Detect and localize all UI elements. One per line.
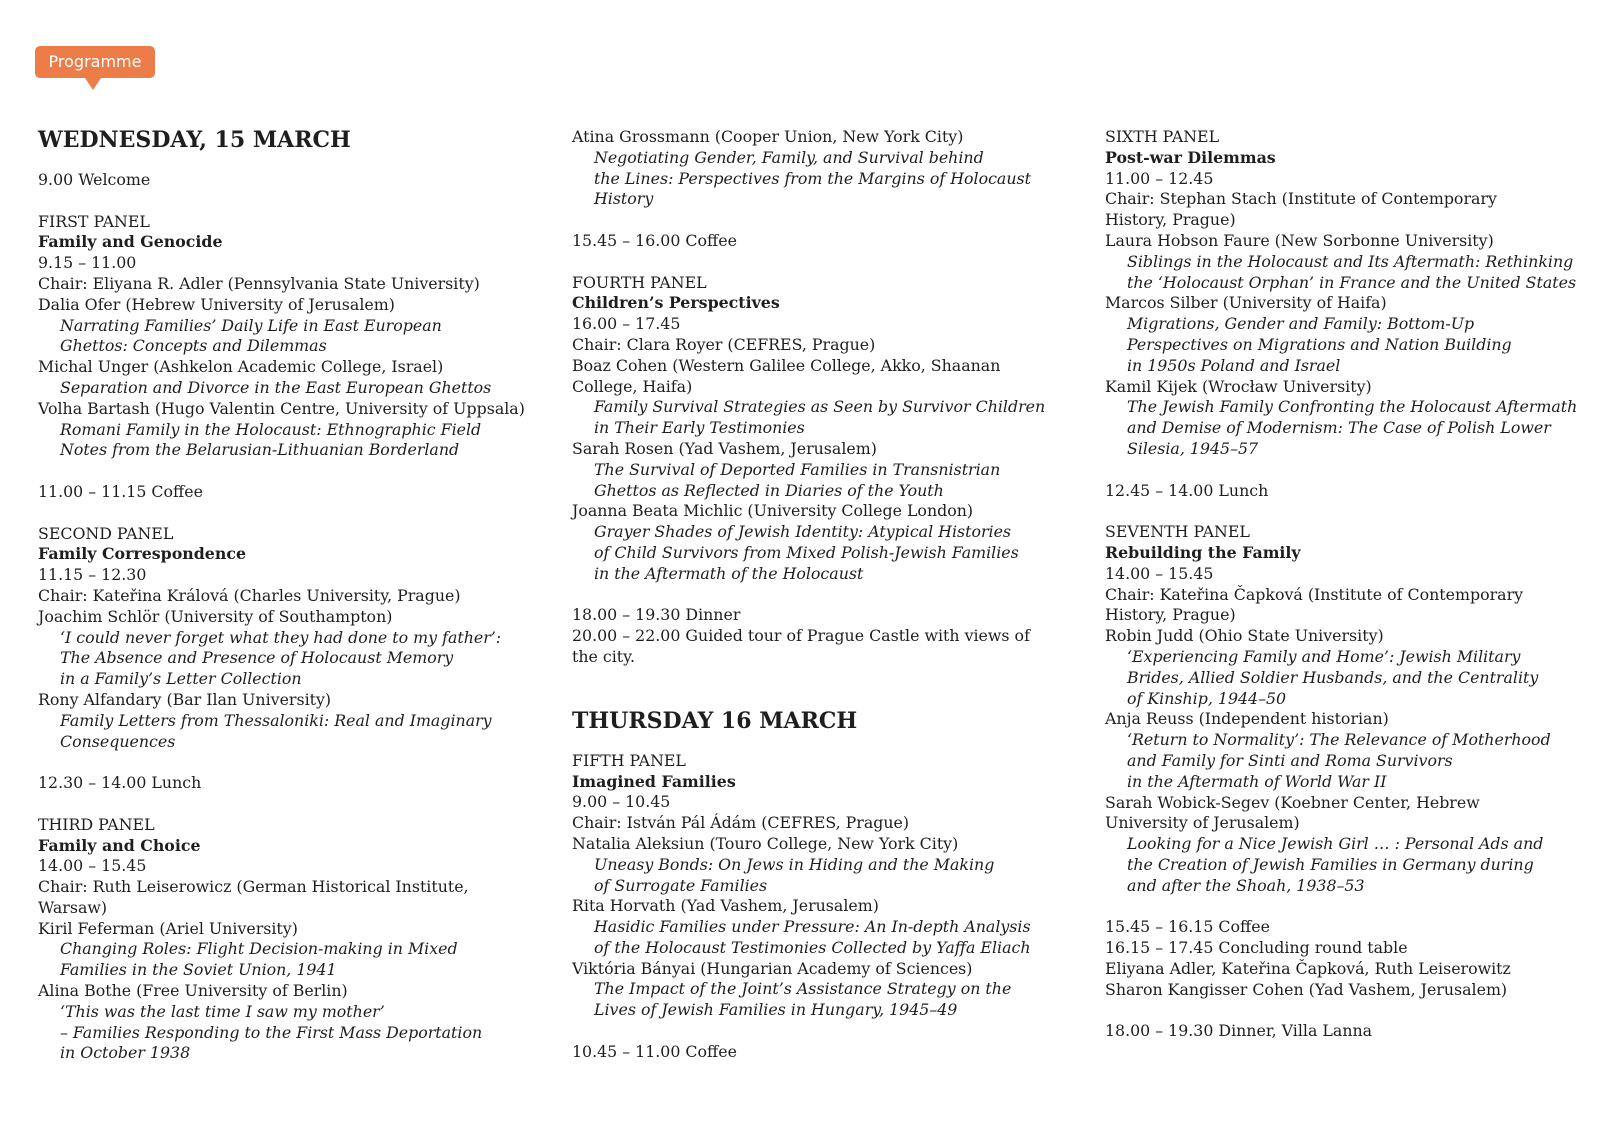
schedule-block (1105, 1021, 1575, 1042)
talk-title: ‘I could never forget what they had done to my father’: (60, 627, 502, 647)
speaker-line: Chair: Kateřina Čapková (Institute of Contemporary (1105, 584, 1524, 604)
speaker-line: Eliyana Adler, Kateřina Čapková, Ruth Leiserowitz (1105, 958, 1511, 978)
time-slot: 11.15 – 12.30 (38, 565, 147, 585)
talk-title: in the Aftermath of World War II (1127, 771, 1387, 791)
talk-title: Narrating Families’ Daily Life in East European (60, 315, 442, 335)
speaker-line: University of Jerusalem) (1105, 813, 1300, 833)
talk-title: – Families Responding to the First Mass Deportation (60, 1022, 483, 1042)
speaker-line: Rony Alfandary (Bar Ilan University) (38, 689, 332, 709)
panel-title: Children’s Perspectives (572, 293, 780, 313)
talk-title: Grayer Shades of Jewish Identity: Atypical Histories (594, 522, 1012, 542)
talk-title: History (594, 189, 654, 209)
panel-title: Imagined Families (572, 771, 736, 791)
panel-title: Post-war Dilemmas (1105, 147, 1276, 167)
talk-title: Negotiating Gender, Family, and Survival behind (594, 147, 984, 167)
speaker-line: Joachim Schlör (University of Southampton) (38, 606, 393, 626)
speaker-line: Kiril Feferman (Ariel University) (38, 918, 298, 938)
day-heading: THURSDAY 16 MARCH (572, 707, 858, 734)
talk-title: the Creation of Jewish Families in Germany during (1127, 854, 1534, 874)
talk-title: Romani Family in the Holocaust: Ethnographic Field (60, 419, 482, 439)
talk-title: Siblings in the Holocaust and Its Aftermath: Rethinking (1127, 251, 1574, 271)
schedule-block (572, 1042, 1042, 1063)
schedule-block (1105, 127, 1578, 460)
panel-title: Family and Choice (38, 835, 201, 855)
talk-title: Migrations, Gender and Family: Bottom-Up (1127, 314, 1475, 334)
speaker-line: Chair: István Pál Ádám (CEFRES, Prague) (572, 813, 910, 833)
column-wednesday (38, 127, 525, 1085)
speaker-line: Laura Hobson Faure (New Sorbonne University) (1105, 230, 1494, 250)
time-slot: 14.00 – 15.45 (1105, 563, 1214, 583)
speaker-line: Joanna Beata Michlic (University College London) (572, 501, 974, 521)
panel-label: FIFTH PANEL (572, 750, 686, 770)
talk-title: and after the Shoah, 1938–53 (1127, 875, 1365, 895)
speaker-line: Chair: Clara Royer (CEFRES, Prague) (572, 334, 876, 354)
panel-label: SECOND PANEL (38, 523, 174, 543)
time-slot: 20.00 – 22.00 Guided tour of Prague Castle with views of (572, 626, 1030, 646)
talk-title: of Child Survivors from Mixed Polish-Jewish Families (594, 542, 1019, 562)
schedule-block (38, 482, 508, 503)
schedule-block (38, 815, 508, 1065)
talk-title: The Jewish Family Confronting the Holocaust Aftermath (1127, 397, 1578, 417)
speaker-line: Chair: Kateřina Králová (Charles University, Prague) (38, 585, 461, 605)
time-slot: 16.00 – 17.45 (572, 314, 681, 334)
talk-title: in the Aftermath of the Holocaust (594, 563, 864, 583)
schedule-list (1105, 127, 1578, 1042)
schedule-block (38, 773, 508, 794)
time-slot: 12.45 – 14.00 Lunch (1105, 480, 1269, 500)
schedule-block (1105, 522, 1575, 896)
talk-title: Ghettos: Concepts and Dilemmas (60, 336, 327, 356)
talk-title: Ghettos as Reflected in Diaries of the Youth (594, 480, 944, 500)
panel-title: Rebuilding the Family (1105, 542, 1301, 562)
talk-title: and Demise of Modernism: The Case of Polish Lower (1127, 418, 1551, 438)
panel-title: Family Correspondence (38, 544, 246, 564)
schedule-block (38, 170, 508, 191)
speaker-line: Dalia Ofer (Hebrew University of Jerusalem) (38, 294, 395, 314)
speaker-line: Sarah Wobick-Segev (Koebner Center, Hebrew (1105, 792, 1480, 812)
panel-label: SEVENTH PANEL (1105, 522, 1250, 542)
speaker-line: Rita Horvath (Yad Vashem, Jerusalem) (572, 896, 879, 916)
panel-label: FIRST PANEL (38, 211, 150, 231)
speaker-line: Natalia Aleksiun (Touro College, New York City) (572, 833, 959, 853)
speaker-line: History, Prague) (1105, 605, 1236, 625)
talk-title: ‘Return to Normality’: The Relevance of Motherhood (1127, 730, 1551, 750)
talk-title: Families in the Soviet Union, 1941 (60, 960, 337, 980)
talk-title: The Absence and Presence of Holocaust Memory (60, 648, 454, 668)
time-slot: 9.15 – 11.00 (38, 253, 137, 273)
talk-title: Lives of Jewish Families in Hungary, 1945–49 (594, 1000, 958, 1020)
talk-title: of Kinship, 1944–50 (1127, 688, 1287, 708)
talk-title: Notes from the Belarusian-Lithuanian Borderland (60, 440, 460, 460)
time-slot: the city. (572, 646, 635, 666)
panel-title: Family and Genocide (38, 232, 223, 252)
talk-title: The Survival of Deported Families in Transnistrian (594, 459, 1001, 479)
talk-title: Brides, Allied Soldier Husbands, and the Centrality (1127, 667, 1539, 687)
speaker-line: College, Haifa) (572, 376, 693, 396)
talk-title: Perspectives on Migrations and Nation Building (1127, 334, 1512, 354)
panel-label: THIRD PANEL (38, 814, 155, 834)
speaker-line: Warsaw) (38, 897, 108, 917)
talk-title: Family Letters from Thessaloniki: Real and Imaginary (60, 710, 492, 730)
time-slot: 9.00 – 10.45 (572, 792, 671, 812)
talk-title: in Their Early Testimonies (594, 418, 805, 438)
panel-label: FOURTH PANEL (572, 272, 707, 292)
talk-title: Silesia, 1945–57 (1127, 438, 1259, 458)
talk-title: of the Holocaust Testimonies Collected by Yaffa Eliach (594, 937, 1031, 957)
speaker-line: Boaz Cohen (Western Galilee College, Akko, Shaanan (572, 355, 1001, 375)
speaker-line: Chair: Ruth Leiserowicz (German Historical Institute, (38, 877, 469, 897)
schedule-list (572, 751, 1042, 1063)
talk-title: the Lines: Perspectives from the Margins of Holocaust (594, 168, 1031, 188)
time-slot: 15.45 – 16.00 Coffee (572, 230, 737, 250)
speaker-line: Robin Judd (Ohio State University) (1105, 626, 1384, 646)
schedule-block (572, 127, 1042, 210)
schedule-list (38, 170, 525, 1064)
speaker-line: Sharon Kangisser Cohen (Yad Vashem, Jerusalem) (1105, 979, 1508, 999)
time-slot: 18.00 – 19.30 Dinner (572, 605, 741, 625)
speaker-line: Chair: Stephan Stach (Institute of Contemporary (1105, 189, 1497, 209)
schedule-block (1105, 481, 1575, 502)
talk-title: Family Survival Strategies as Seen by Survivor Children (594, 397, 1046, 417)
time-slot: 12.30 – 14.00 Lunch (38, 773, 202, 793)
talk-title: in a Family’s Letter Collection (60, 669, 302, 689)
schedule-list (572, 127, 1046, 668)
talk-title: the ‘Holocaust Orphan’ in France and the United States (1127, 272, 1577, 292)
talk-title: Hasidic Families under Pressure: An In-depth Analysis (594, 917, 1031, 937)
time-slot: 9.00 Welcome (38, 170, 151, 189)
talk-title: ‘This was the last time I saw my mother’ (60, 1001, 385, 1021)
speaker-line: Volha Bartash (Hugo Valentin Centre, University of Uppsala) (38, 398, 525, 418)
time-slot: 15.45 – 16.15 Coffee (1105, 917, 1270, 937)
speaker-line: Marcos Silber (University of Haifa) (1105, 293, 1387, 313)
speaker-line: Michal Unger (Ashkelon Academic College, Israel) (38, 357, 444, 377)
speaker-line: Viktória Bányai (Hungarian Academy of Sciences) (572, 958, 973, 978)
schedule-block (572, 751, 1042, 1021)
speaker-line: Chair: Eliyana R. Adler (Pennsylvania State University) (38, 273, 480, 293)
talk-title: in 1950s Poland and Israel (1127, 355, 1341, 375)
schedule-block (38, 524, 508, 753)
schedule-block (572, 231, 1042, 252)
talk-title: Uneasy Bonds: On Jews in Hiding and the Making (594, 854, 995, 874)
column-right (1105, 127, 1578, 1063)
programme-tag: Programme (35, 46, 155, 78)
speaker-line: Atina Grossmann (Cooper Union, New York City) (572, 127, 964, 146)
schedule-block (572, 605, 1042, 667)
time-slot: 11.00 – 12.45 (1105, 168, 1214, 188)
schedule-block (572, 272, 1046, 585)
column-middle (572, 127, 1046, 1083)
talk-title: and Family for Sinti and Roma Survivors (1127, 750, 1453, 770)
talk-title: of Surrogate Families (594, 875, 768, 895)
day-heading: WEDNESDAY, 15 MARCH (38, 127, 351, 153)
talk-title: The Impact of the Joint’s Assistance Strategy on the (594, 979, 1012, 999)
speaker-line: History, Prague) (1105, 210, 1236, 230)
speaker-line: Alina Bothe (Free University of Berlin) (38, 981, 348, 1001)
talk-title: in October 1938 (60, 1043, 191, 1063)
time-slot: 11.00 – 11.15 Coffee (38, 481, 203, 501)
talk-title: Looking for a Nice Jewish Girl … : Personal Ads and (1127, 834, 1544, 854)
time-slot: 16.15 – 17.45 Concluding round table (1105, 938, 1408, 958)
time-slot: 18.00 – 19.30 Dinner, Villa Lanna (1105, 1021, 1373, 1041)
talk-title: ‘Experiencing Family and Home’: Jewish Military (1127, 646, 1521, 666)
schedule-block (38, 211, 525, 462)
schedule-block (1105, 917, 1575, 1000)
talk-title: Consequences (60, 731, 176, 751)
time-slot: 10.45 – 11.00 Coffee (572, 1041, 737, 1061)
talk-title: Changing Roles: Flight Decision-making in Mixed (60, 939, 458, 959)
speaker-line: Anja Reuss (Independent historian) (1105, 709, 1389, 729)
speaker-line: Kamil Kijek (Wrocław University) (1105, 376, 1372, 396)
speaker-line: Sarah Rosen (Yad Vashem, Jerusalem) (572, 438, 877, 458)
talk-title: Separation and Divorce in the East European Ghettos (60, 377, 492, 397)
time-slot: 14.00 – 15.45 (38, 856, 147, 876)
panel-label: SIXTH PANEL (1105, 127, 1220, 146)
